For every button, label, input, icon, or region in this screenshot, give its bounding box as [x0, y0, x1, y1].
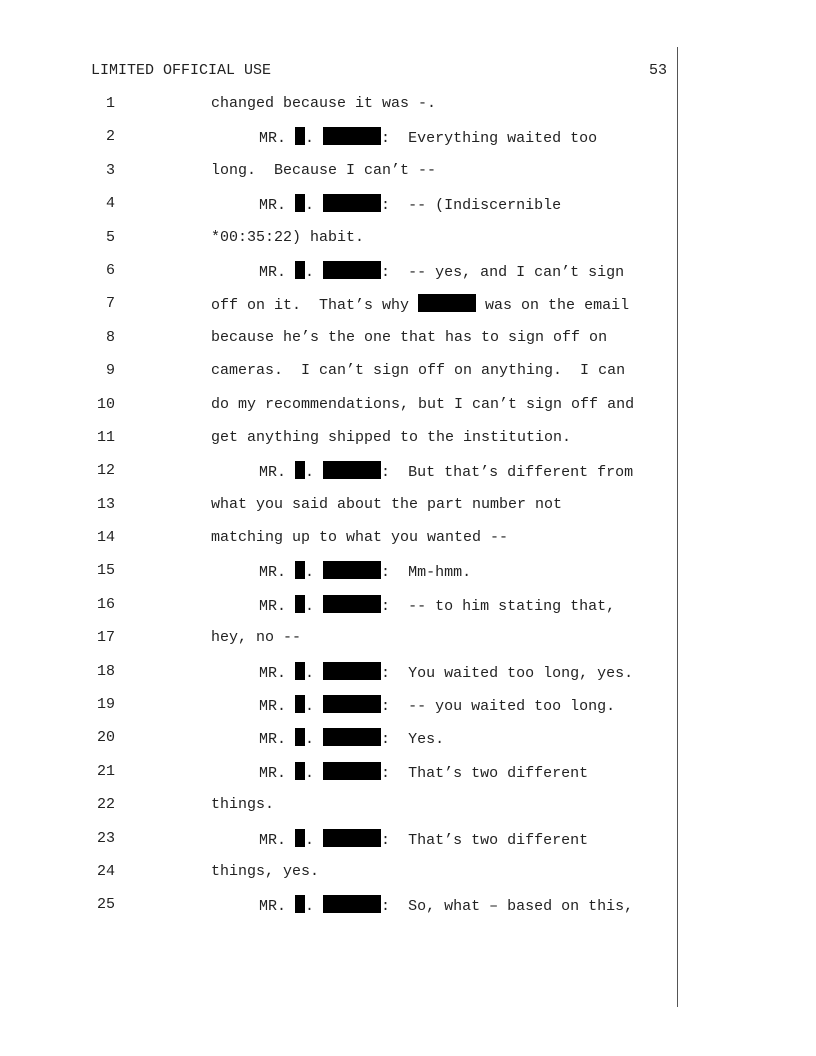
- speaker-line: MR. . : -- you waited too long.: [259, 695, 615, 717]
- transcript-line: [0, 328, 816, 361]
- classification-label: LIMITED OFFICIAL USE: [91, 62, 272, 79]
- line-number: 23: [96, 829, 115, 847]
- redacted-initial: [295, 194, 305, 212]
- speaker-line: MR. . : That’s two different: [259, 829, 588, 851]
- line-number: 11: [96, 428, 115, 446]
- speaker-line: MR. . : So, what – based on this,: [259, 895, 633, 917]
- transcript-line: [0, 495, 816, 528]
- redacted-initial: [295, 829, 305, 847]
- transcript-line: [0, 528, 816, 561]
- transcript-line: [0, 695, 816, 728]
- body-line: long. Because I can’t --: [211, 161, 437, 179]
- speech-text: You waited too long, yes.: [408, 664, 634, 682]
- transcript-line: [0, 762, 816, 795]
- page-header: [91, 61, 667, 81]
- redacted-surname: [323, 127, 381, 145]
- speech-text: But that’s different from: [408, 464, 634, 482]
- redacted-surname: [323, 261, 381, 279]
- speaker-prefix: MR.: [259, 764, 287, 782]
- body-line: *00:35:22) habit.: [211, 228, 365, 246]
- line-number: 24: [96, 862, 115, 880]
- transcript-line: [0, 161, 816, 194]
- body-line: [211, 294, 629, 316]
- transcript-line: [0, 194, 816, 227]
- speaker-prefix: MR.: [259, 698, 287, 716]
- line-number: 2: [105, 128, 115, 146]
- line-number: 19: [96, 696, 115, 714]
- transcript-line: [0, 728, 816, 761]
- speaker-prefix: MR.: [259, 731, 287, 749]
- page-number: 53: [648, 62, 667, 79]
- body-line: changed because it was -.: [211, 95, 437, 112]
- speaker-prefix: MR.: [259, 564, 287, 582]
- redacted-surname: [323, 829, 381, 847]
- transcript-line: [0, 795, 816, 828]
- speech-text: Mm-hmm.: [408, 564, 472, 582]
- speaker-prefix: MR.: [259, 130, 287, 148]
- transcript-line: [0, 628, 816, 661]
- redacted-surname: [323, 561, 381, 579]
- line-number: 8: [105, 328, 115, 346]
- body-line: what you said about the part number not: [211, 495, 563, 513]
- speaker-prefix: MR.: [259, 464, 287, 482]
- redacted-surname: [323, 895, 381, 913]
- line-number: 6: [105, 261, 115, 279]
- transcript-line: [0, 228, 816, 261]
- redacted-surname: [323, 461, 381, 479]
- speaker-line: MR. . : -- yes, and I can’t sign: [259, 261, 624, 283]
- text-after-redaction: was on the email: [476, 297, 630, 315]
- speaker-line: MR. . : -- (Indiscernible: [259, 194, 561, 216]
- line-number: 25: [96, 896, 115, 914]
- transcript-line: [0, 862, 816, 895]
- speaker-prefix: MR.: [259, 831, 287, 849]
- speaker-prefix: MR.: [259, 664, 287, 682]
- speech-text: -- you waited too long.: [408, 698, 616, 716]
- redacted-initial: [295, 662, 305, 680]
- speaker-line: MR. . : Mm-hmm.: [259, 561, 471, 583]
- body-line: because he’s the one that has to sign off on: [211, 328, 608, 346]
- speech-text: -- yes, and I can’t sign: [408, 263, 625, 281]
- speaker-prefix: MR.: [259, 597, 287, 615]
- speech-text: So, what – based on this,: [408, 898, 634, 916]
- line-number: 21: [96, 762, 115, 780]
- redacted-surname: [323, 762, 381, 780]
- body-line: get anything shipped to the institution.: [211, 428, 572, 446]
- speaker-line: MR. . : But that’s different from: [259, 461, 633, 483]
- redacted-surname: [323, 194, 381, 212]
- redacted-initial: [295, 595, 305, 613]
- transcript-line: [0, 595, 816, 628]
- speaker-line: MR. . : That’s two different: [259, 762, 588, 784]
- redacted-initial: [295, 728, 305, 746]
- line-number: 22: [96, 796, 115, 814]
- line-number: 10: [96, 395, 115, 413]
- speaker-prefix: MR.: [259, 263, 287, 281]
- line-number: 9: [105, 362, 115, 380]
- body-line: do my recommendations, but I can’t sign off and: [211, 395, 635, 413]
- line-number: 17: [96, 629, 115, 647]
- transcript-line: [0, 829, 816, 862]
- speech-text: Everything waited too: [408, 130, 598, 148]
- line-number: 18: [96, 662, 115, 680]
- redacted-initial: [295, 895, 305, 913]
- transcript-line: [0, 428, 816, 461]
- speech-text: That’s two different: [408, 831, 589, 849]
- speaker-line: MR. . : Everything waited too: [259, 127, 597, 149]
- transcript-line: [0, 294, 816, 327]
- line-number: 4: [105, 195, 115, 213]
- redacted-surname: [323, 595, 381, 613]
- transcript-line: [0, 895, 816, 928]
- line-number: 14: [96, 529, 115, 547]
- line-number: 1: [105, 95, 115, 112]
- line-number: 7: [105, 295, 115, 313]
- redacted-initial: [295, 561, 305, 579]
- body-line: cameras. I can’t sign off on anything. I can: [211, 362, 626, 380]
- transcript-line: [0, 127, 816, 160]
- line-number: 13: [96, 495, 115, 513]
- redacted-initial: [295, 762, 305, 780]
- redacted-initial: [295, 261, 305, 279]
- line-number: 15: [96, 562, 115, 580]
- speaker-line: MR. . : Yes.: [259, 728, 444, 750]
- speech-text: -- (Indiscernible: [408, 197, 562, 215]
- text-before-redaction: off on it. That’s why: [211, 297, 419, 315]
- redacted-surname: [323, 728, 381, 746]
- transcript-line: [0, 361, 816, 394]
- body-line: matching up to what you wanted --: [211, 529, 509, 547]
- transcript-line: [0, 395, 816, 428]
- speaker-prefix: MR.: [259, 197, 287, 215]
- transcript-line: [0, 662, 816, 695]
- redacted-surname: [323, 695, 381, 713]
- transcript-line: [0, 94, 816, 127]
- transcript-line: [0, 461, 816, 494]
- line-number: 20: [96, 729, 115, 747]
- transcript-lines: [0, 94, 816, 929]
- speaker-line: MR. . : You waited too long, yes.: [259, 662, 633, 684]
- redacted-name: [418, 294, 476, 312]
- speech-text: -- to him stating that,: [408, 597, 616, 615]
- line-number: 5: [105, 228, 115, 246]
- line-number: 3: [105, 161, 115, 179]
- body-line: hey, no --: [211, 629, 302, 647]
- redacted-surname: [323, 662, 381, 680]
- line-number: 12: [96, 462, 115, 480]
- speaker-prefix: MR.: [259, 898, 287, 916]
- body-line: things, yes.: [211, 862, 320, 880]
- speech-text: That’s two different: [408, 764, 589, 782]
- transcript-line: [0, 561, 816, 594]
- transcript-line: [0, 261, 816, 294]
- redacted-initial: [295, 695, 305, 713]
- line-number: 16: [96, 595, 115, 613]
- body-line: things.: [211, 796, 275, 814]
- redacted-initial: [295, 461, 305, 479]
- redacted-initial: [295, 127, 305, 145]
- speaker-line: MR. . : -- to him stating that,: [259, 595, 615, 617]
- speech-text: Yes.: [408, 731, 445, 749]
